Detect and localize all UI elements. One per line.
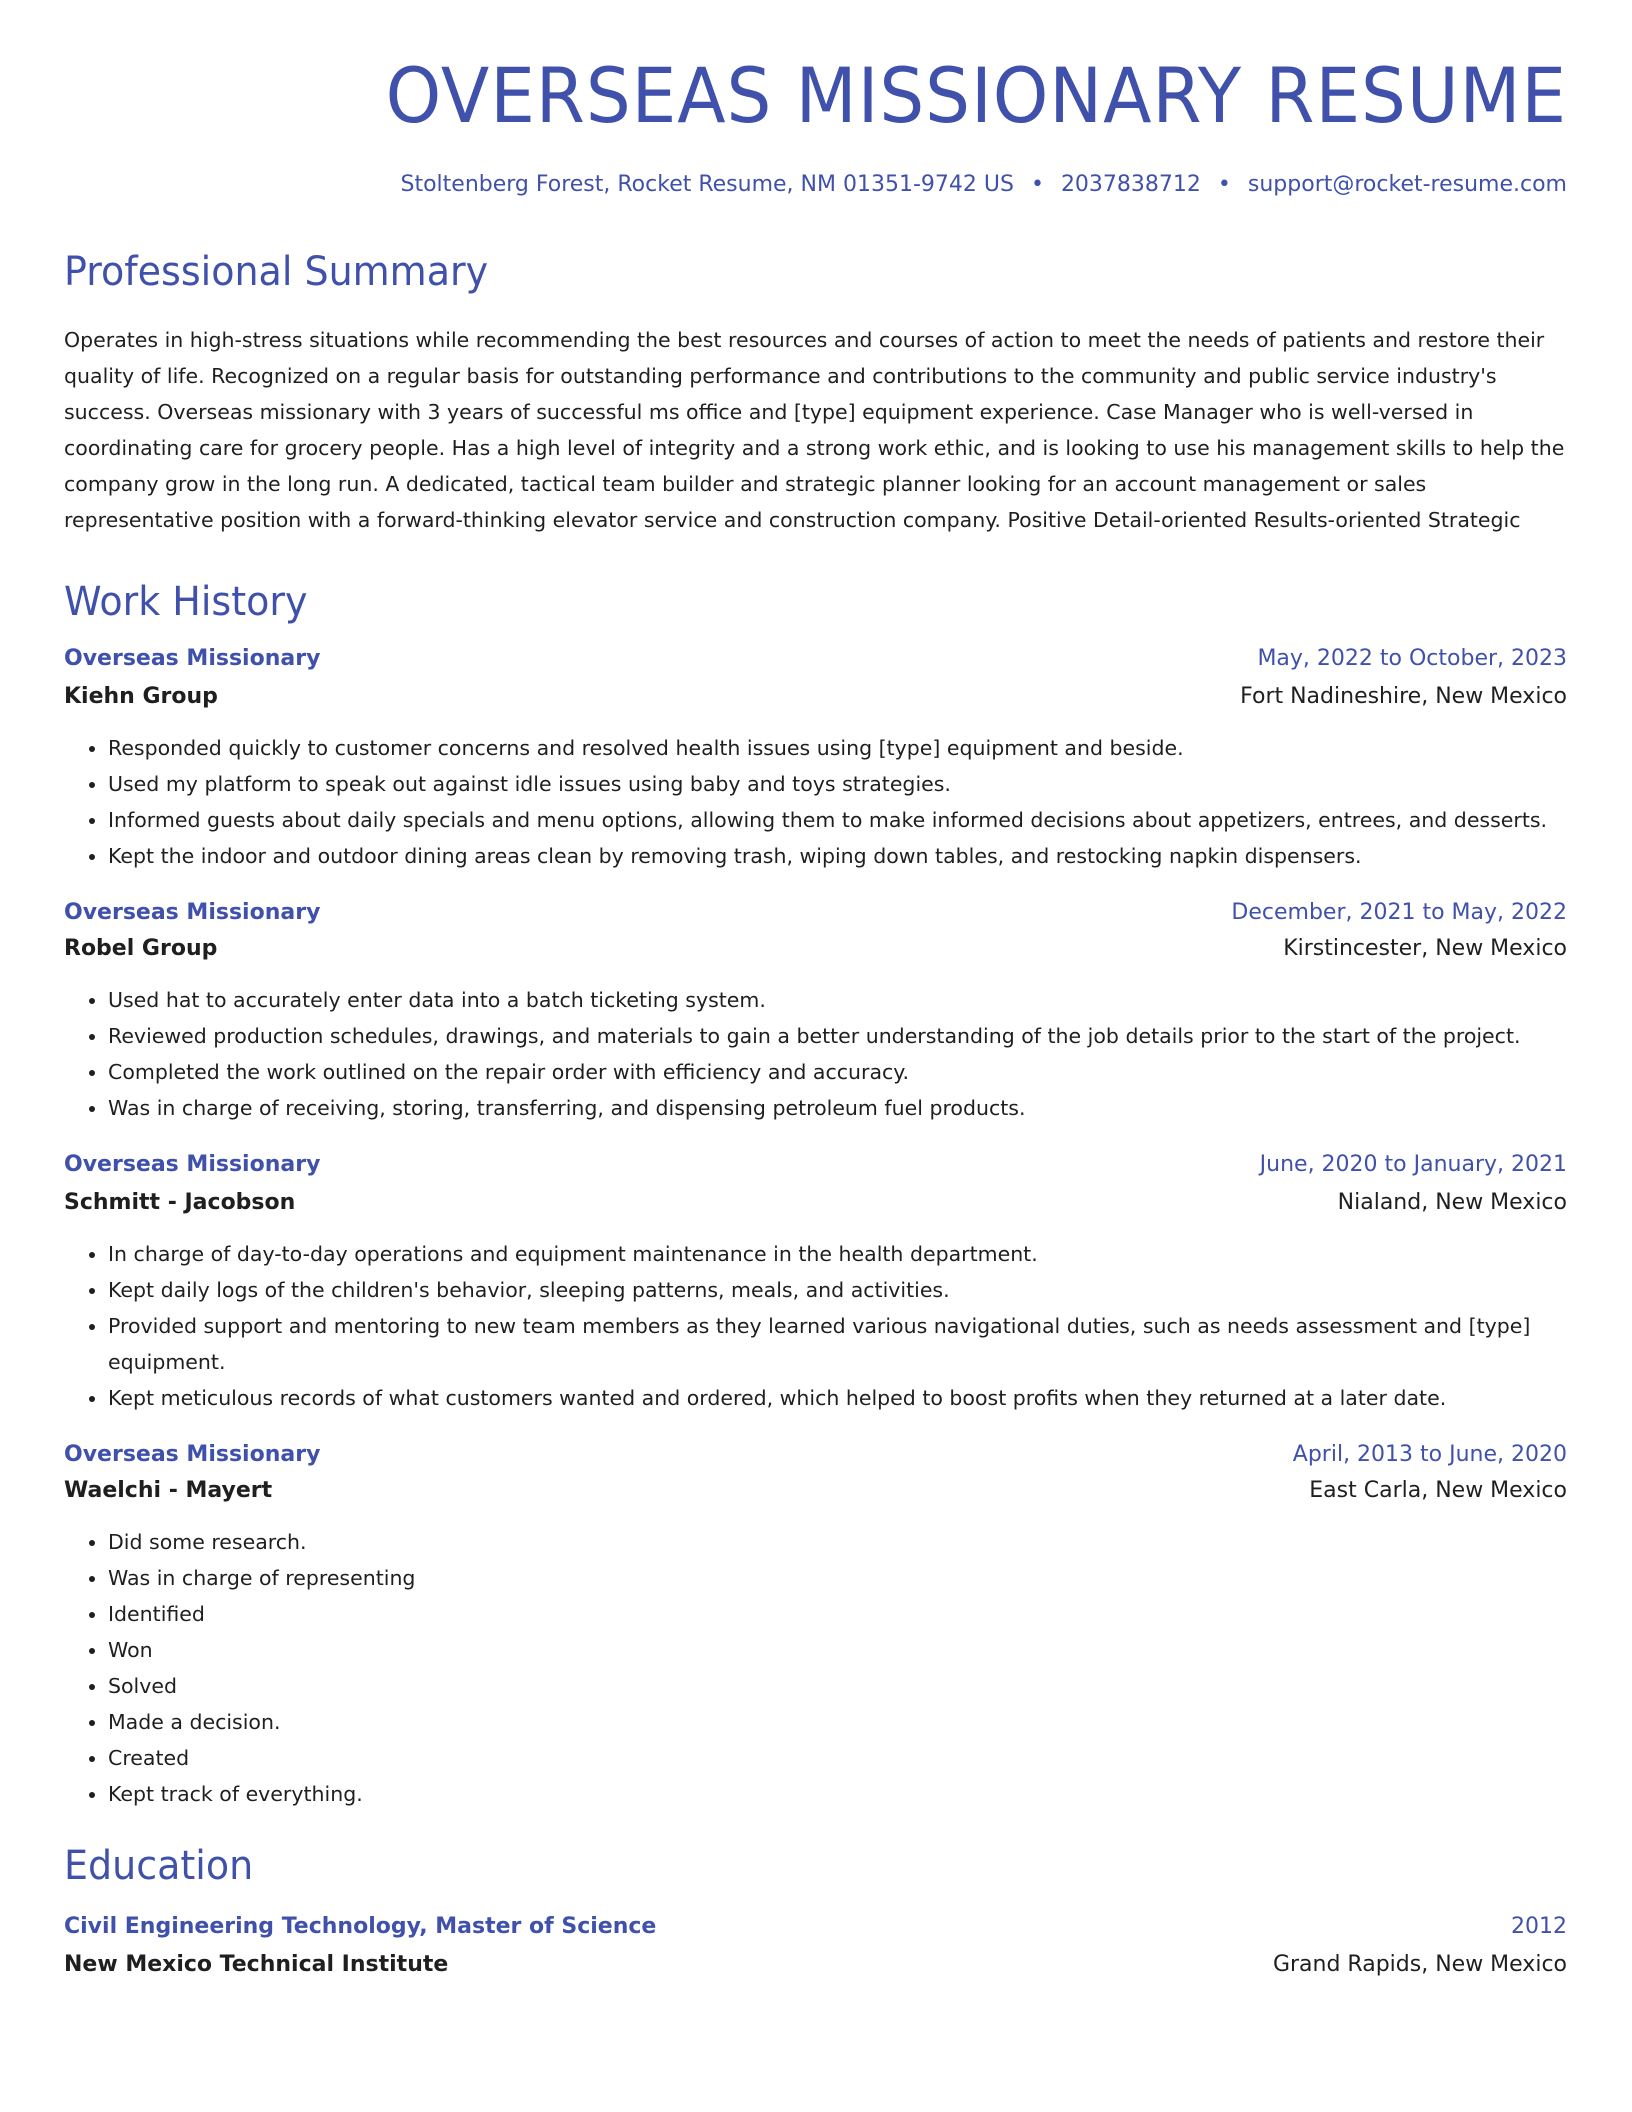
- job-dates: December, 2021 to May, 2022: [1231, 900, 1567, 925]
- contact-separator: •: [1217, 172, 1231, 197]
- job-bullet: • Made a decision.: [108, 1704, 1567, 1740]
- summary-heading: Professional Summary: [64, 249, 489, 295]
- contact-email[interactable]: support@rocket-resume.com: [1247, 172, 1567, 197]
- degree-year: 2012: [1511, 1914, 1567, 1939]
- school-name: New Mexico Technical Institute: [64, 1952, 449, 1977]
- education-entry: [64, 1912, 1567, 1980]
- job-dates: June, 2020 to January, 2021: [1259, 1152, 1567, 1177]
- contact-phone[interactable]: 2037838712: [1060, 172, 1201, 197]
- contact-address: Stoltenberg Forest, Rocket Resume, NM 01351-9742 US: [400, 172, 1014, 197]
- job-bullet: • Informed guests about daily specials and menu options, allowing them to make informed decisions about appetizers, entrees, and desserts.: [108, 802, 1567, 838]
- job-location: East Carla, New Mexico: [1309, 1478, 1567, 1503]
- degree-title: Civil Engineering Technology, Master of Science: [64, 1914, 657, 1939]
- job-bullet: • Kept the indoor and outdoor dining areas clean by removing trash, wiping down tables, and restocking napkin dispensers.: [108, 838, 1567, 874]
- job-entry: [64, 644, 1567, 874]
- job-bullet: • Was in charge of receiving, storing, transferring, and dispensing petroleum fuel products.: [108, 1090, 1567, 1126]
- job-dates: April, 2013 to June, 2020: [1292, 1442, 1567, 1467]
- contact-line: [64, 174, 1567, 196]
- job-bullet: • Reviewed production schedules, drawings, and materials to gain a better understanding of the job details prior to the start of the project.: [108, 1018, 1567, 1054]
- job-bullet: • Was in charge of representing: [108, 1560, 1567, 1596]
- job-dates: May, 2022 to October, 2023: [1257, 646, 1567, 671]
- job-title: Overseas Missionary: [64, 1152, 321, 1177]
- resume-title: OVERSEAS MISSIONARY RESUME: [385, 51, 1568, 140]
- job-bullet: • Responded quickly to customer concerns and resolved health issues using [type] equipment and beside.: [108, 730, 1567, 766]
- school-location: Grand Rapids, New Mexico: [1272, 1952, 1567, 1977]
- job-company: Waelchi - Mayert: [64, 1478, 273, 1503]
- education-heading: Education: [64, 1843, 254, 1889]
- job-bullet: • Won: [108, 1632, 1567, 1668]
- job-bullet: • Provided support and mentoring to new team members as they learned various navigational duties, such as needs assessment and [type] equipment.: [108, 1308, 1567, 1380]
- job-entry: [64, 898, 1567, 1126]
- job-bullet: • Identified: [108, 1596, 1567, 1632]
- job-bullet: • Kept daily logs of the children's behavior, sleeping patterns, meals, and activities.: [108, 1272, 1567, 1308]
- job-bullet: • Used hat to accurately enter data into a batch ticketing system.: [108, 982, 1567, 1018]
- job-location: Fort Nadineshire, New Mexico: [1240, 684, 1567, 709]
- job-bullets: [64, 1236, 1567, 1416]
- job-bullet: • Kept meticulous records of what customers wanted and ordered, which helped to boost profits when they returned at a later date.: [108, 1380, 1567, 1416]
- job-location: Nialand, New Mexico: [1337, 1190, 1567, 1215]
- job-company: Schmitt - Jacobson: [64, 1190, 296, 1215]
- job-title: Overseas Missionary: [64, 1442, 321, 1467]
- job-location: Kirstincester, New Mexico: [1283, 936, 1567, 961]
- job-bullets: [64, 982, 1567, 1126]
- work-history-heading: Work History: [64, 579, 308, 625]
- job-entry: [64, 1150, 1567, 1416]
- job-company: Kiehn Group: [64, 684, 218, 709]
- job-company: Robel Group: [64, 936, 218, 961]
- job-bullet: • Kept track of everything.: [108, 1776, 1567, 1812]
- job-bullets: [64, 730, 1567, 874]
- job-entry: [64, 1440, 1567, 1812]
- contact-separator: •: [1030, 172, 1044, 197]
- job-bullet: • Completed the work outlined on the repair order with efficiency and accuracy.: [108, 1054, 1567, 1090]
- job-bullet: • In charge of day-to-day operations and equipment maintenance in the health department.: [108, 1236, 1567, 1272]
- resume-page: [64, 0, 1567, 1980]
- job-bullets: [64, 1524, 1567, 1812]
- job-title: Overseas Missionary: [64, 900, 321, 925]
- job-title: Overseas Missionary: [64, 646, 321, 671]
- job-bullet: • Did some research.: [108, 1524, 1567, 1560]
- job-bullet: • Used my platform to speak out against idle issues using baby and toys strategies.: [108, 766, 1567, 802]
- summary-text: Operates in high-stress situations while recommending the best resources and courses of action to meet the needs of patients and restore their quality of life. Recognized on a regular basis for outstanding performance and contributions to the community and public service industry's success. Overseas missionary with 3 years of successful ms office and [type] equipment experience. Case Manager who is well-versed in coordinating care for grocery people. Has a high level of integrity and a strong work ethic, and is looking to use his management skills to help the company grow in the long run. A dedicated, tactical team builder and strategic planner looking for an account management or sales representative position with a forward-thinking elevator service and construction company. Positive Detail-oriented Results-oriented Strategic: [64, 328, 1565, 532]
- job-bullet: • Created: [108, 1740, 1567, 1776]
- job-bullet: • Solved: [108, 1668, 1567, 1704]
